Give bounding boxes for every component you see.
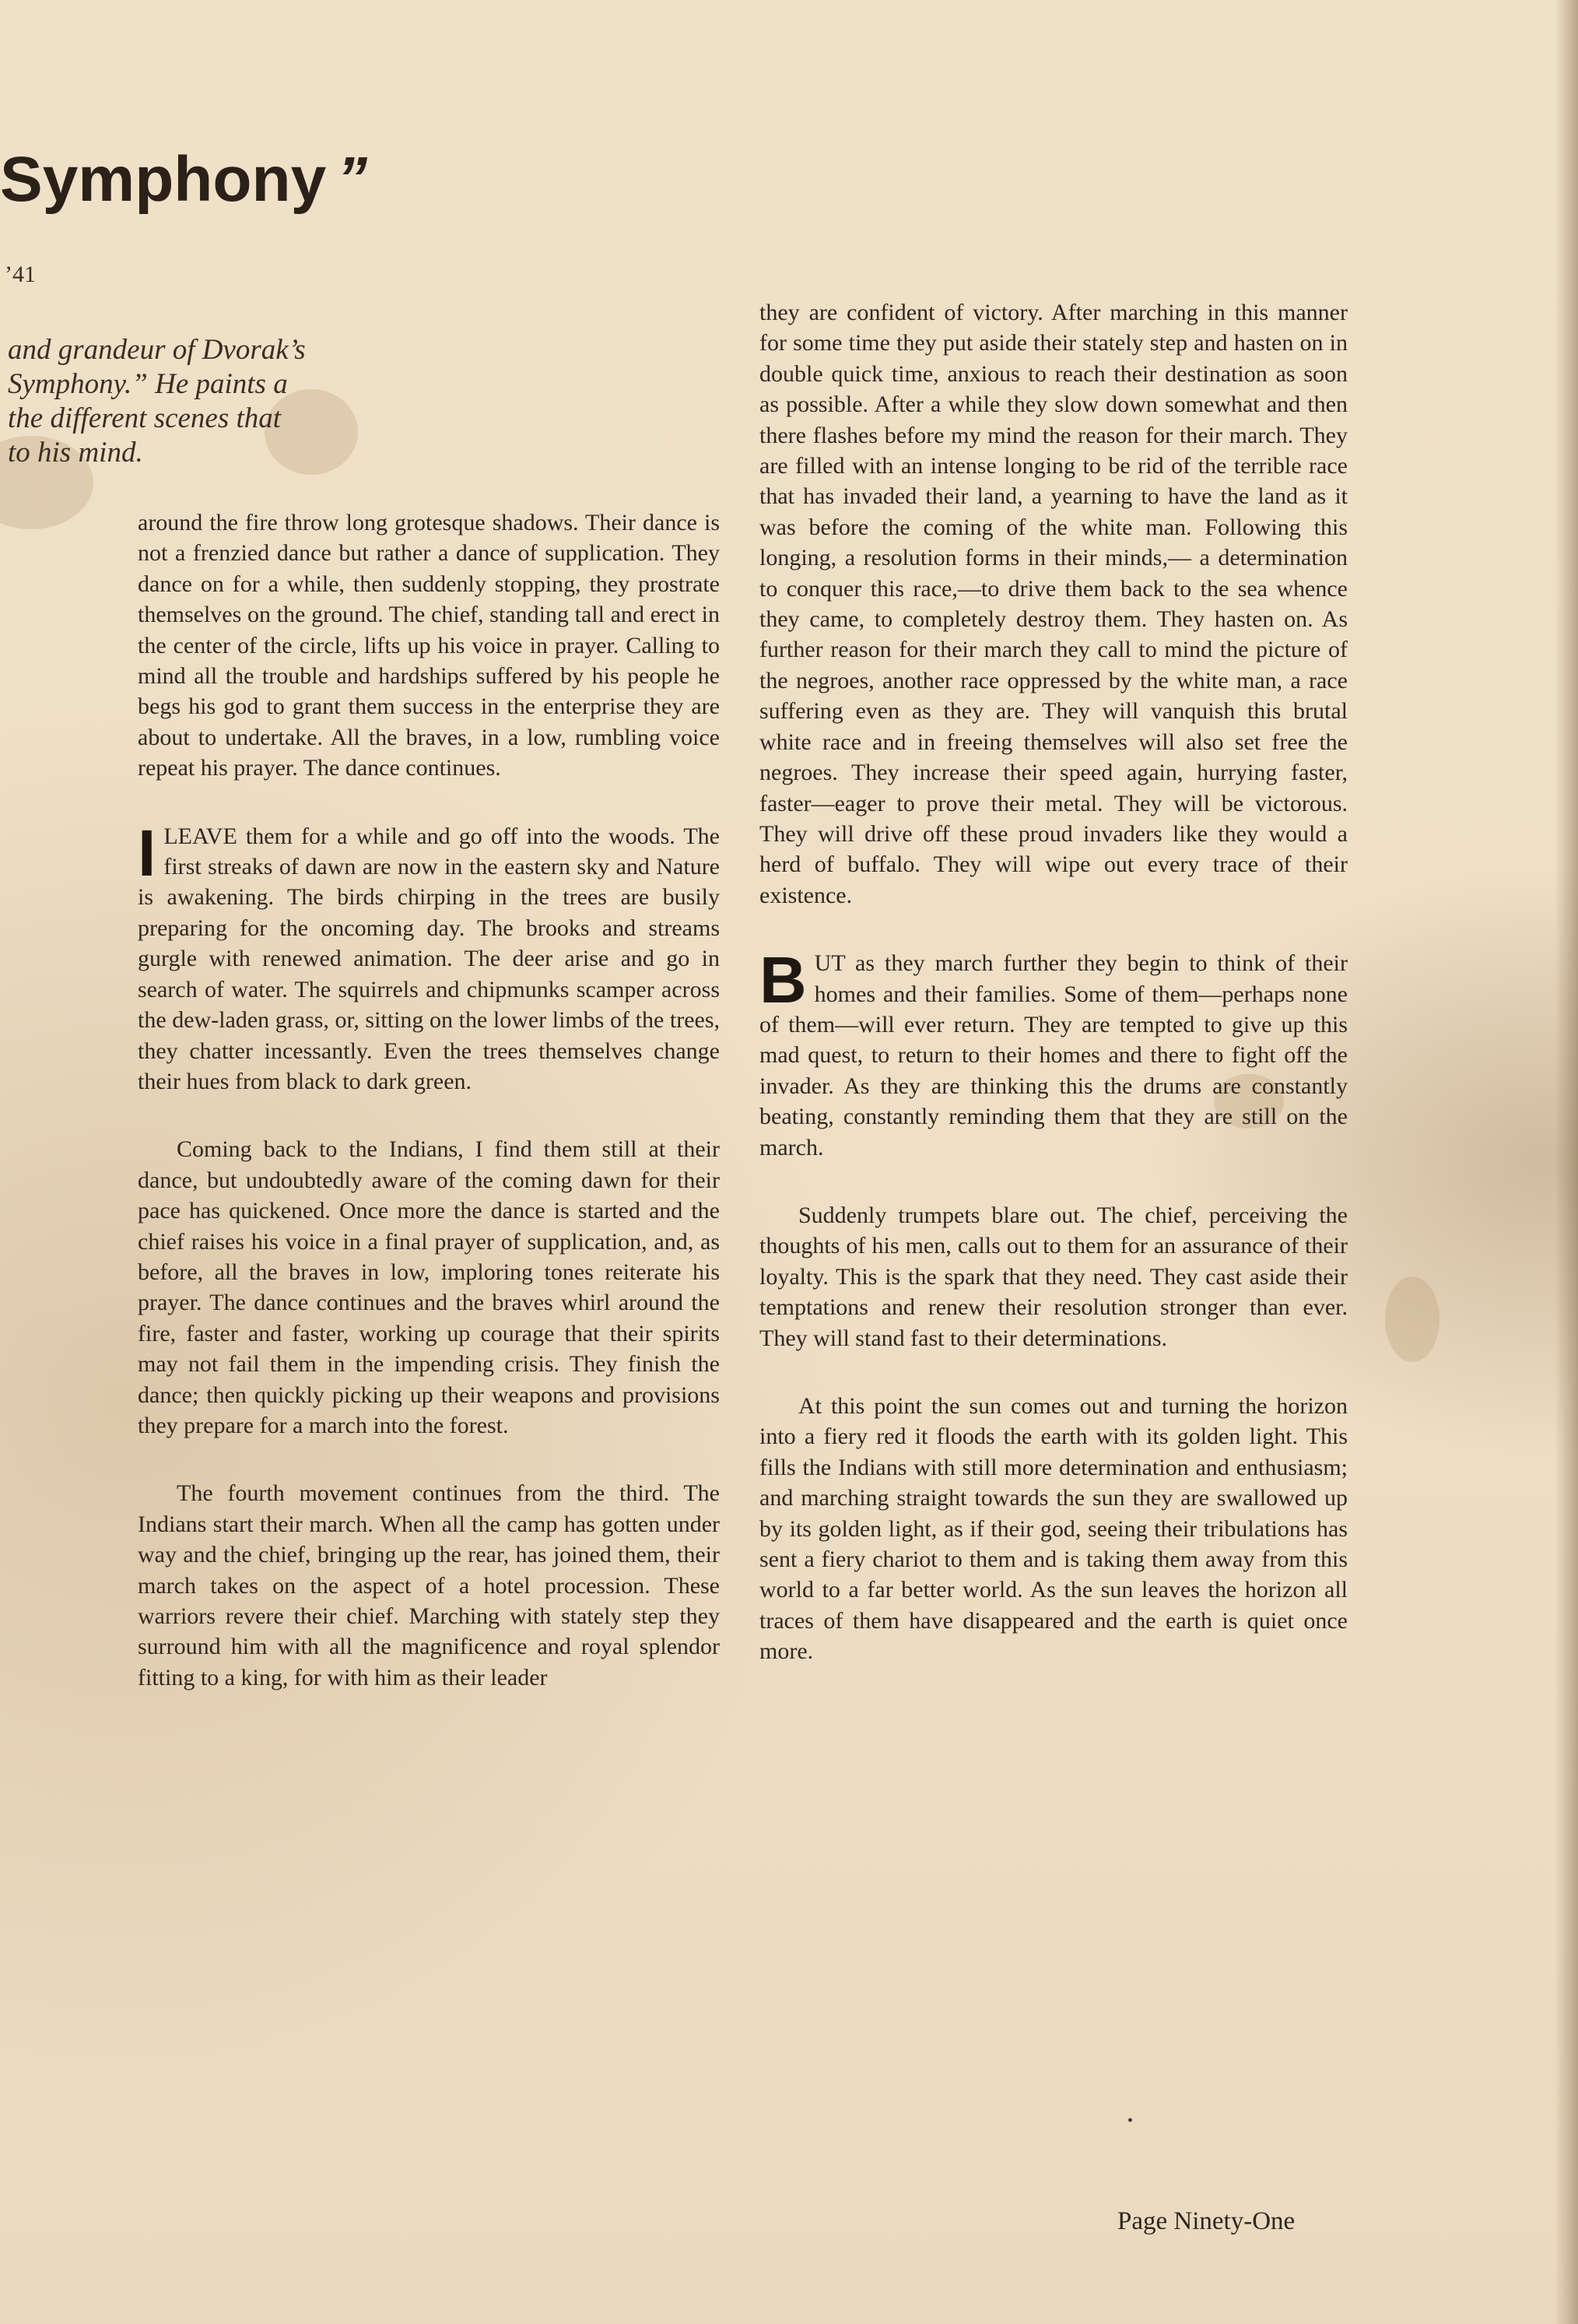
title-closing-quote: ” bbox=[337, 144, 368, 212]
paragraph-dropcap bbox=[759, 943, 1348, 1163]
title-text: Symphony bbox=[0, 144, 327, 215]
intro-line: the different scenes that bbox=[8, 402, 282, 434]
intro-blurb bbox=[8, 333, 412, 470]
paragraph-dropcap bbox=[138, 816, 720, 1097]
paragraph: Suddenly trumpets blare out. The chief, perceiving the thoughts of his men, calls out to them for an assurance of their loyalty. This is the spark that they need. They cast aside their temptations and renew their resolution stronger than ever. They will stand fast to their determinations. bbox=[759, 1202, 1348, 1351]
article-title bbox=[0, 144, 368, 215]
intro-line: and grandeur of Dvorak’s bbox=[8, 334, 306, 366]
paragraph: At this point the sun comes out and turning the horizon into a fiery red it floods the earth with its golden light. This fills the Indians with still more determination and enthusiasm; and marching straight towards the sun they are swallowed up by its golden light, as if their god, seeing their tribulations has sent a fiery chariot to them and is taking them away from this world to a far better world. As the sun leaves the horizon all traces of them have disappeared and the earth is quiet once more. bbox=[759, 1393, 1348, 1665]
paper-stain bbox=[1385, 1276, 1439, 1362]
paragraph: Coming back to the Indians, I find them still at their dance, but undoubtedly aware of the coming dawn for their pace has quickened. Once more the dance is started and the chief raises his voice in a final prayer of supplication, and, as before, all the braves in low, imploring tones reiterate his prayer. The dance continues and the braves whirl around the fire, faster and faster, working up courage that their spirits may not fail them in the impending crisis. They finish the dance; then quickly picking up their weapons and provisions they prepare for a march into the forest. bbox=[138, 1136, 720, 1438]
paragraph: The fourth movement continues from the third. The Indians start their march. When all the camp has gotten under way and the chief, bringing up the rear, has joined them, their march takes on the aspect of a hotel procession. These warriors revere their chief. Marching with stately step they surround him with all the magnificence and royal splendor fitting to a king, for with him as their leader bbox=[138, 1480, 720, 1690]
intro-line: to his mind. bbox=[8, 437, 143, 469]
drop-cap: B bbox=[759, 943, 807, 1017]
drop-cap: I bbox=[138, 816, 156, 890]
left-column bbox=[138, 507, 720, 1693]
paragraph-text: UT as they march further they begin to think of their homes and their families. Some of them—perhaps none of them—will ever return. They are tempted to give up this mad quest, to return to their homes and there to fight off the invader. As they are thinking this the drums are constantly beating, constantly reminding them that they are still on the march. bbox=[759, 950, 1348, 1160]
page-number: Page Ninety-One bbox=[1117, 2207, 1296, 2235]
paragraph: around the fire throw long grotesque shadows. Their dance is not a frenzied dance but rather a dance of supplication. They dance on for a while, then suddenly stopping, they prostrate themselves on the ground. The chief, standing tall and erect in the center of the circle, lifts up his voice in prayer. Calling to mind all the trouble and hardships suffered by his people he begs his god to grant them success in the enterprise they are about to undertake. All the braves, in a low, rumbling voice repeat his prayer. The dance continues. bbox=[138, 510, 720, 781]
author-year: ’41 bbox=[5, 262, 36, 287]
paragraph: they are confident of victory. After marching in this manner for some time they put aside their stately step and hasten on in double quick time, anxious to reach their destination as soon as possible. After a while they slow down somewhat and then there flashes before my mind the reason for their march. They are filled with an intense longing to be rid of the terrible race that has invaded their land, a yearning to have the land as it was before the coming of the white man. Following this longing, a resolution forms in their minds,— a determination to conquer this race,—to drive them back to the sea whence they came, to completely destroy them. They hasten on. As further reason for their march they call to mind the picture of the negroes, another race oppressed by the white man, a race suffering even as they are. They will vanquish this brutal white race and in freeing themselves will also set free the negroes. They increase their speed again, hurrying faster, faster—eager to prove their metal. They will be victorous. They will drive off these proud invaders like they would a herd of buffalo. They will wipe out every trace of their existence. bbox=[759, 300, 1348, 908]
intro-line: Symphony.” He paints a bbox=[8, 368, 288, 400]
page-edge-shadow bbox=[1555, 0, 1578, 2324]
right-column bbox=[759, 297, 1348, 1667]
paragraph-text: LEAVE them for a while and go off into the woods. The first streaks of dawn are now in the eastern sky and Nature is awakening. The birds chirping in the trees are busily preparing for the oncoming day. The brooks and streams gurgle with renewed animation. The deer arise and go in search of water. The squirrels and chipmunks scamper across the dew-laden grass, or, sitting on the lower limbs of the trees, they chatter incessantly. Even the trees themselves change their hues from black to dark green. bbox=[138, 823, 720, 1094]
end-mark: • bbox=[1127, 2112, 1134, 2129]
